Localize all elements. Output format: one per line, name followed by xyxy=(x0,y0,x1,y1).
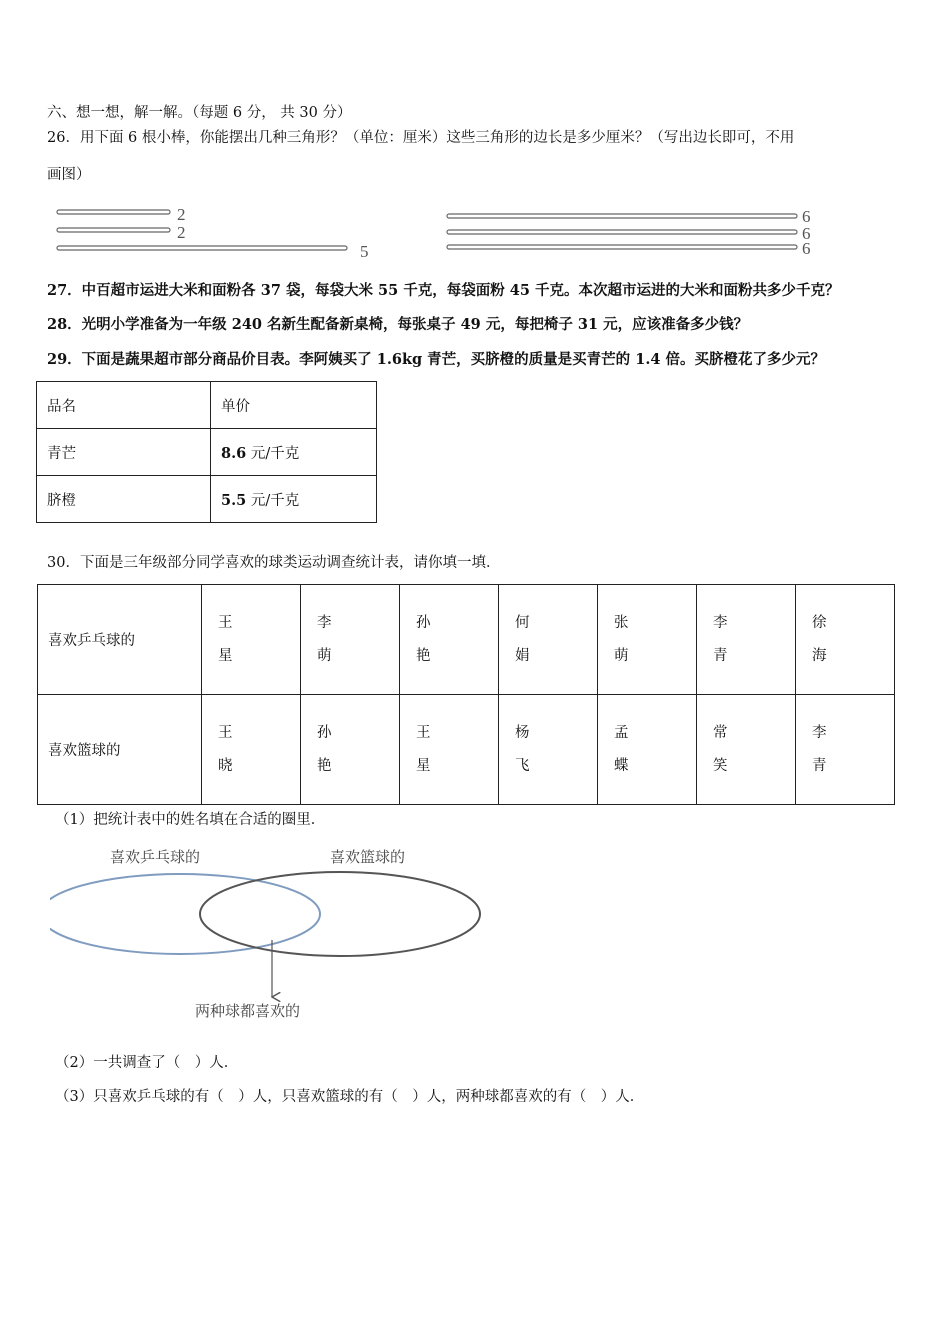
survey-name-cell: 杨 飞 xyxy=(499,695,598,805)
question-27: 27．中百超市运进大米和面粉各 37 袋，每袋大米 55 千克，每袋面粉 45 千克。本次超市运进的大米和面粉共多少千克？ xyxy=(47,282,840,299)
price-unit: 元/千克 xyxy=(250,492,300,509)
venn-left-label: 喜欢乒乓球的 xyxy=(110,848,201,866)
price-number: 8.6 xyxy=(221,444,247,462)
survey-row-pingpong xyxy=(38,585,895,695)
question-30-sub3: （3）只喜欢乒乓球的有（ ）人，只喜欢篮球的有（ ）人，两种球都喜欢的有（ ）人． xyxy=(55,1089,645,1105)
price-number: 5.5 xyxy=(221,491,247,509)
survey-name-cell: 李 青 xyxy=(796,695,895,805)
stick-left-label-1: 2 xyxy=(177,205,186,224)
price-header-price: 单价 xyxy=(211,382,377,429)
price-table-row xyxy=(37,429,377,476)
question-30-sub2: （2）一共调查了（ ）人． xyxy=(55,1055,239,1071)
venn-right-circle xyxy=(200,872,480,956)
price-item-name: 青芒 xyxy=(37,429,211,476)
survey-name-cell: 李 青 xyxy=(697,585,796,695)
venn-left-circle xyxy=(50,874,320,954)
survey-name-cell: 张 萌 xyxy=(598,585,697,695)
survey-name-cell: 孟 蝶 xyxy=(598,695,697,805)
venn-bottom-label: 两种球都喜欢的 xyxy=(195,1002,301,1020)
stick-right-1 xyxy=(447,214,797,218)
survey-name-cell: 徐 海 xyxy=(796,585,895,695)
venn-right-label: 喜欢篮球的 xyxy=(330,848,406,866)
stick-right-2 xyxy=(447,230,797,234)
section-title: 六、想一想，解一解。（每题 6 分， 共 30 分） xyxy=(47,105,352,121)
question-29: 29．下面是蔬果超市部分商品价目表。李阿姨买了 1.6kg 青芒，买脐橙的质量是买青芒的 1.4 倍。买脐橙花了多少元？ xyxy=(47,351,826,368)
sticks-left-figure xyxy=(55,204,395,260)
survey-row-label: 喜欢乒乓球的 xyxy=(38,585,202,695)
stick-right-label-3: 6 xyxy=(802,239,811,258)
stick-left-label-2: 2 xyxy=(177,223,186,242)
question-26-line1: 26．用下面 6 根小棒，你能摆出几种三角形？（单位：厘米）这些三角形的边长是多少厘米？（写出边长即可，不用 xyxy=(47,130,795,146)
survey-table xyxy=(37,584,895,805)
price-item-price xyxy=(211,429,377,476)
price-table-header-row xyxy=(37,382,377,429)
survey-name-cell: 孙 艳 xyxy=(301,695,400,805)
question-30: 30．下面是三年级部分同学喜欢的球类运动调查统计表，请你填一填． xyxy=(47,555,501,571)
question-28: 28．光明小学准备为一年级 240 名新生配备新桌椅，每张桌子 49 元，每把椅子 31 元，应该准备多少钱？ xyxy=(47,316,749,333)
price-unit: 元/千克 xyxy=(250,445,300,462)
survey-name-cell: 王 晓 xyxy=(202,695,301,805)
survey-name-cell: 李 萌 xyxy=(301,585,400,695)
question-30-sub1: （1）把统计表中的姓名填在合适的圈里． xyxy=(55,812,326,828)
stick-right-label-2: 6 xyxy=(802,224,811,243)
stick-left-1 xyxy=(57,210,170,214)
survey-name-cell: 王 星 xyxy=(202,585,301,695)
venn-diagram xyxy=(50,842,510,1027)
price-item-name: 脐橙 xyxy=(37,476,211,523)
price-table-row xyxy=(37,476,377,523)
stick-right-3 xyxy=(447,245,797,249)
survey-row-label: 喜欢篮球的 xyxy=(38,695,202,805)
price-item-price xyxy=(211,476,377,523)
survey-name-cell: 何 娟 xyxy=(499,585,598,695)
stick-left-label-3: 5 xyxy=(360,242,369,260)
stick-left-2 xyxy=(57,228,170,232)
survey-row-basketball xyxy=(38,695,895,805)
stick-right-label-1: 6 xyxy=(802,207,811,226)
survey-name-cell: 常 笑 xyxy=(697,695,796,805)
survey-name-cell: 王 星 xyxy=(400,695,499,805)
price-header-name: 品名 xyxy=(37,382,211,429)
question-26-line2: 画图） xyxy=(47,167,91,183)
price-table xyxy=(36,381,377,523)
stick-left-3 xyxy=(57,246,347,250)
survey-name-cell: 孙 艳 xyxy=(400,585,499,695)
sticks-right-figure xyxy=(445,204,825,260)
